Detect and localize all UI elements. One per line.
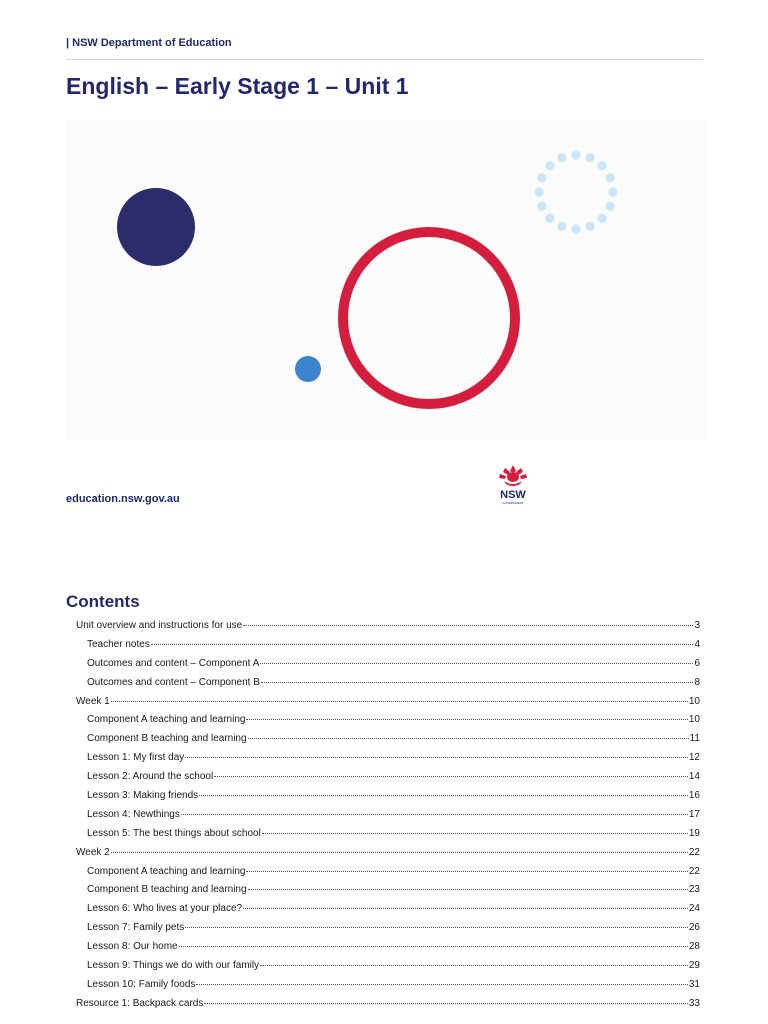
toc-entry[interactable] bbox=[66, 752, 700, 771]
toc-entry[interactable] bbox=[66, 790, 700, 809]
toc-dot-leader bbox=[199, 795, 688, 796]
toc-entry-label: Lesson 2: Around the school bbox=[87, 771, 214, 783]
logo-subtext: GOVERNMENT bbox=[502, 501, 524, 505]
toc-entry-page: 31 bbox=[688, 978, 700, 990]
toc-entry-page: 28 bbox=[688, 941, 700, 953]
toc-entry-label: Lesson 5: The best things about school bbox=[87, 827, 261, 839]
toc-entry-page: 4 bbox=[694, 638, 700, 650]
toc-entry[interactable] bbox=[66, 847, 700, 866]
waratah-flower-icon bbox=[491, 463, 535, 509]
toc-entry-page: 12 bbox=[688, 752, 700, 764]
toc-entry-page: 16 bbox=[688, 790, 700, 802]
toc-dot-leader bbox=[248, 738, 689, 739]
toc-entry[interactable] bbox=[66, 639, 700, 658]
ring-dot bbox=[537, 173, 546, 182]
toc-entry-label: Lesson 7: Family pets bbox=[87, 922, 185, 934]
toc-entry[interactable] bbox=[66, 941, 700, 960]
toc-entry-label: Lesson 4: Newthings bbox=[87, 808, 180, 820]
toc-entry-page: 3 bbox=[694, 620, 700, 631]
toc-entry[interactable] bbox=[66, 998, 700, 1017]
ring-dot bbox=[598, 161, 607, 170]
ring-dot bbox=[557, 222, 566, 231]
toc-entry-page: 17 bbox=[688, 808, 700, 820]
toc-entry-label: Week 1 bbox=[76, 695, 110, 707]
toc-entry[interactable] bbox=[66, 771, 700, 790]
toc-entry[interactable] bbox=[66, 979, 700, 998]
toc-dot-leader bbox=[260, 965, 688, 966]
toc-dot-leader bbox=[181, 814, 688, 815]
toc-entry[interactable] bbox=[66, 714, 700, 733]
department-header: | NSW Department of Education bbox=[66, 37, 232, 49]
toc-entry-label: Outcomes and content – Component B bbox=[87, 676, 260, 688]
ring-dot bbox=[571, 224, 580, 233]
toc-entry-label: Component A teaching and learning bbox=[87, 714, 246, 726]
blue-dot bbox=[295, 356, 321, 382]
toc-entry-label: Outcomes and content – Component A bbox=[87, 657, 260, 669]
ring-dot bbox=[545, 214, 554, 223]
toc-entry-label: Component B teaching and learning bbox=[87, 884, 247, 896]
toc-entry[interactable] bbox=[66, 903, 700, 922]
toc-dot-leader bbox=[214, 776, 688, 777]
toc-entry[interactable] bbox=[66, 960, 700, 979]
toc-entry-label: Lesson 8: Our home bbox=[87, 941, 178, 953]
toc-entry[interactable] bbox=[66, 658, 700, 677]
ring-dot bbox=[557, 153, 566, 162]
toc-entry-page: 19 bbox=[688, 827, 700, 839]
toc-dot-leader bbox=[248, 889, 688, 890]
toc-entry-label: Lesson 3: Making friends bbox=[87, 790, 199, 802]
ring-dot bbox=[586, 153, 595, 162]
toc-entry-page: 14 bbox=[688, 771, 700, 783]
toc-entry[interactable] bbox=[66, 733, 700, 752]
toc-dot-leader bbox=[246, 719, 687, 720]
toc-dot-leader bbox=[179, 946, 688, 947]
toc-entry-page: 22 bbox=[688, 846, 700, 858]
toc-entry-page: 29 bbox=[688, 960, 700, 972]
document-title: English – Early Stage 1 – Unit 1 bbox=[66, 73, 409, 99]
toc-entry[interactable] bbox=[66, 696, 700, 715]
contents-heading: Contents bbox=[66, 592, 140, 611]
toc-entry-page: 10 bbox=[688, 695, 700, 707]
toc-dot-leader bbox=[243, 625, 693, 626]
toc-dot-leader bbox=[204, 1003, 688, 1004]
toc-dot-leader bbox=[262, 833, 688, 834]
toc-dot-leader bbox=[151, 644, 694, 645]
toc-entry-page: 8 bbox=[694, 676, 700, 688]
toc-dot-leader bbox=[243, 908, 688, 909]
toc-dot-leader bbox=[246, 871, 687, 872]
toc-entry-label: Lesson 10: Family foods bbox=[87, 978, 196, 990]
decorative-circles bbox=[66, 120, 706, 440]
toc-dot-leader bbox=[196, 984, 687, 985]
ring-dot bbox=[537, 202, 546, 211]
nsw-government-logo bbox=[491, 463, 535, 509]
toc-entry-label: Component B teaching and learning bbox=[87, 733, 247, 745]
toc-entry-label: Lesson 1: My first day bbox=[87, 752, 185, 764]
toc-entry-label: Lesson 9: Things we do with our family bbox=[87, 960, 260, 972]
table-of-contents bbox=[66, 620, 700, 1017]
toc-entry[interactable] bbox=[66, 620, 700, 639]
navy-circle bbox=[117, 188, 195, 266]
toc-entry[interactable] bbox=[66, 884, 700, 903]
ring-dot bbox=[606, 202, 615, 211]
toc-entry-page: 33 bbox=[688, 997, 700, 1009]
cover-graphic bbox=[66, 120, 706, 440]
red-ring bbox=[343, 232, 515, 404]
website-url: education.nsw.gov.au bbox=[66, 493, 180, 505]
toc-dot-leader bbox=[111, 852, 688, 853]
ring-dot bbox=[571, 150, 580, 159]
dotted-ring bbox=[534, 150, 617, 233]
toc-entry-page: 26 bbox=[688, 922, 700, 934]
ring-dot bbox=[608, 187, 617, 196]
toc-dot-leader bbox=[111, 701, 688, 702]
ring-dot bbox=[598, 214, 607, 223]
toc-entry[interactable] bbox=[66, 866, 700, 885]
toc-entry-label: Teacher notes bbox=[87, 638, 150, 650]
header-divider bbox=[66, 59, 703, 60]
toc-entry-label: Unit overview and instructions for use bbox=[76, 620, 243, 631]
toc-entry[interactable] bbox=[66, 677, 700, 696]
toc-entry-label: Component A teaching and learning bbox=[87, 865, 246, 877]
toc-entry-label: Lesson 6: Who lives at your place? bbox=[87, 903, 243, 915]
toc-entry[interactable] bbox=[66, 828, 700, 847]
toc-entry-page: 24 bbox=[688, 903, 700, 915]
ring-dot bbox=[606, 173, 615, 182]
toc-entry-page: 10 bbox=[688, 714, 700, 726]
toc-entry-page: 22 bbox=[688, 865, 700, 877]
toc-entry-label: Resource 1: Backpack cards bbox=[76, 997, 204, 1009]
ring-dot bbox=[534, 187, 543, 196]
toc-entry-label: Week 2 bbox=[76, 846, 110, 858]
toc-entry-page: 11 bbox=[689, 733, 700, 745]
toc-dot-leader bbox=[185, 927, 688, 928]
toc-dot-leader bbox=[185, 757, 688, 758]
toc-dot-leader bbox=[260, 663, 693, 664]
toc-entry[interactable] bbox=[66, 922, 700, 941]
logo-text: NSW bbox=[500, 489, 526, 501]
ring-dot bbox=[586, 222, 595, 231]
toc-entry[interactable] bbox=[66, 809, 700, 828]
toc-entry-page: 23 bbox=[688, 884, 700, 896]
ring-dot bbox=[545, 161, 554, 170]
toc-entry-page: 6 bbox=[694, 657, 700, 669]
toc-dot-leader bbox=[261, 682, 694, 683]
